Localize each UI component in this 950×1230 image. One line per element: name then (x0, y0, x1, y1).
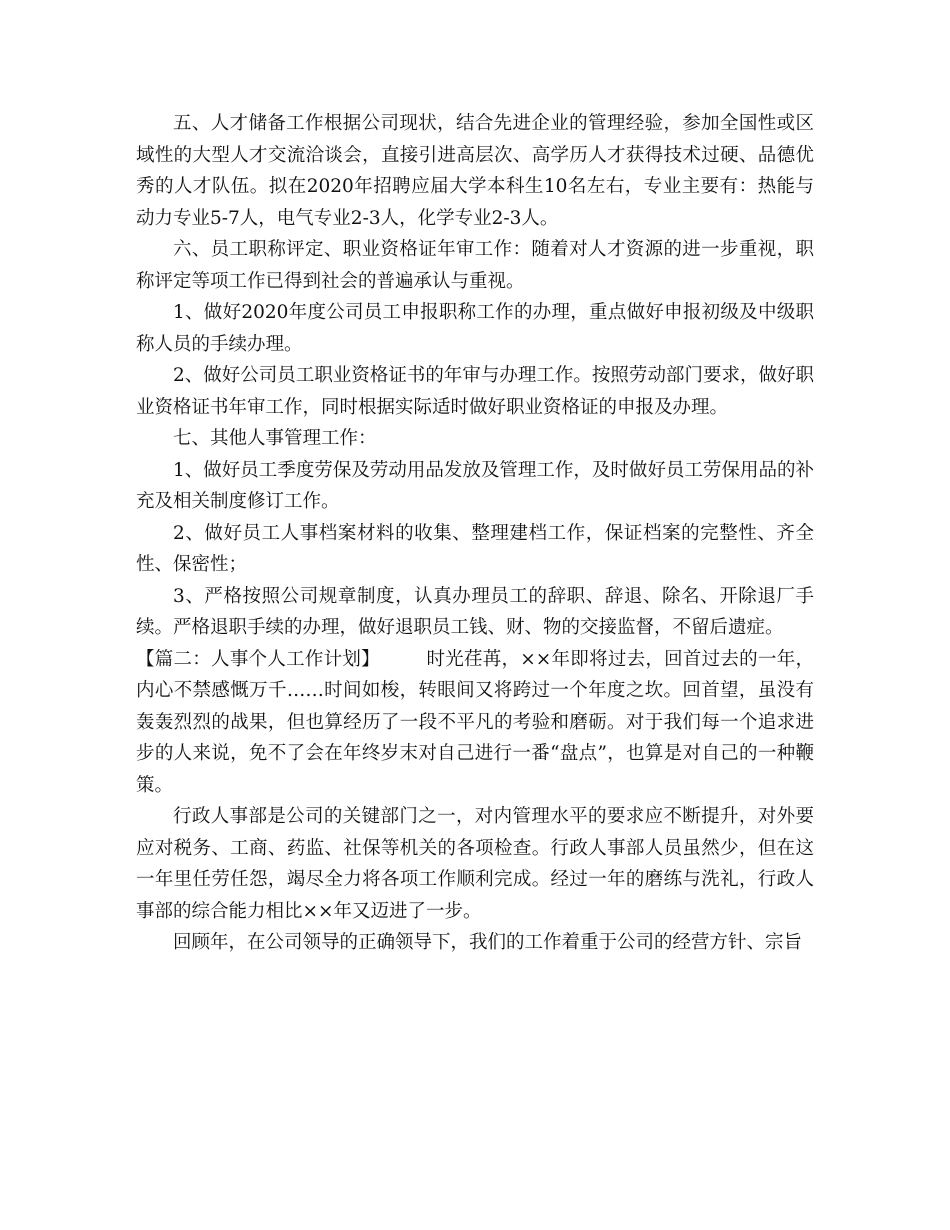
paragraph-title-evaluation: 六、员工职称评定、职业资格证年审工作：随着对人才资源的进一步重视，职称评定等项工作已得到社会的普遍承认与重视。 (136, 239, 814, 292)
paragraph-admin-department: 行政人事部是公司的关键部门之一，对内管理水平的要求应不断提升，对外要应对税务、工商、药监、社保等机关的各项检查。行政人事部人员虽然少，但在这一年里任劳任怨，竭尽全力将各项工作顺利完成。经过一年的磨练与洗礼，行政人事部的综合能力相比××年又迈进了一步。 (136, 806, 814, 922)
paragraph-item-resignation: 3、严格按照公司规章制度，认真办理员工的辞职、辞退、除名、开除退厂手续。严格退职手续的办理，做好退职员工钱、财、物的交接监督，不留后遗症。 (136, 585, 814, 638)
document-page (136, 108, 814, 959)
paragraph-other-hr-work: 七、其他人事管理工作： (173, 428, 377, 449)
paragraph-item-title-application: 1、做好2020年度公司员工申报职称工作的办理，重点做好申报初级及中级职称人员的手续办理。 (136, 302, 814, 355)
paragraph-talent-reserve: 五、人才储备工作根据公司现状，结合先进企业的管理经验，参加全国性或区域性的大型人才交流洽谈会，直接引进高层次、高学历人才获得技术过硬、品德优秀的人才队伍。拟在2020年招聘应届大学本科生10名左右，专业主要有：热能与动力专业5-7人，电气专业2-3人，化学专业2-3人。 (136, 113, 814, 229)
paragraph-review-year: 回顾年，在公司领导的正确领导下，我们的工作着重于公司的经营方针、宗旨 (173, 932, 803, 953)
section-two-paragraph (136, 644, 814, 802)
paragraph-item-personnel-files: 2、做好员工人事档案材料的收集、整理建档工作，保证档案的完整性、齐全性、保密性； (136, 522, 814, 575)
paragraph-item-certificate-review: 2、做好公司员工职业资格证书的年审与办理工作。按照劳动部门要求，做好职业资格证书年审工作，同时根据实际适时做好职业资格证的申报及办理。 (136, 365, 814, 418)
paragraph-item-labor-protection: 1、做好员工季度劳保及劳动用品发放及管理工作，及时做好员工劳保用品的补充及相关制度修订工作。 (136, 459, 814, 512)
section-two-title: 【篇二：人事个人工作计划】 (136, 648, 380, 670)
section-two-intro: 时光荏苒，××年即将过去，回首过去的一年，内心不禁感慨万千……时间如梭，转眼间又将跨过一个年度之坎。回首望，虽没有轰轰烈烈的战果，但也算经历了一段不平凡的考验和磨砺。对于我们每一个追求进步的人来说，免不了会在年终岁末对自己进行一番“盘点”，也算是对自己的一种鞭策。 (136, 648, 814, 796)
